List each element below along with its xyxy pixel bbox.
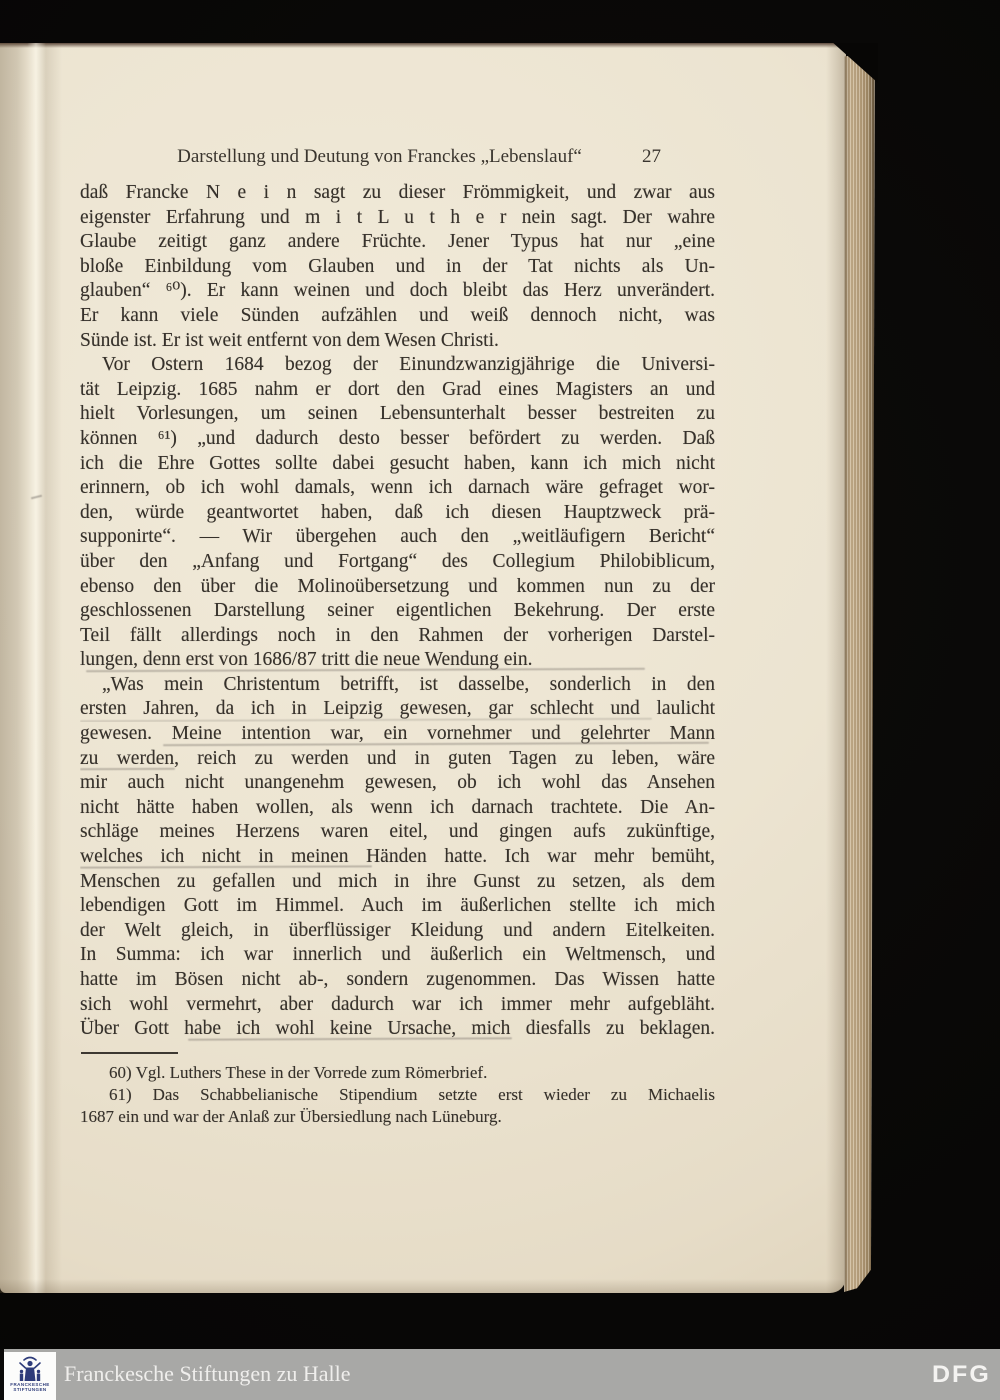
dfg-logo: DFG (932, 1360, 991, 1388)
text-line: mir auch nicht unangenehm gewesen, ob ich wohl das Ansehen (80, 772, 715, 794)
footnote-rule (81, 1052, 178, 1054)
text-line: glauben“ ⁶⁰). Er kann weinen und doch bleibt das Herz unverändert. (80, 280, 715, 302)
text-line: „Was mein Christentum betrifft, ist dasselbe, sonderlich in den (102, 673, 715, 695)
text-line: schläge meines Herzens waren eitel, und gingen aufs zukünftige, (80, 821, 715, 843)
pencil-underline (80, 768, 175, 771)
text-line: ebenso den über die Molinoübersetzung und kommen nun zu der (80, 575, 715, 597)
paragraph (80, 353, 715, 673)
text-line: Sünde ist. Er ist weit entfernt von dem Wesen Christi. (80, 329, 499, 351)
text-line: hielt Vorlesungen, um seinen Lebensunterhalt besser bestreiten zu (80, 403, 715, 425)
text-line: Menschen zu gefallen und mich in ihre Gunst zu setzen, als dem (80, 870, 715, 892)
text-line: sich wohl vermehrt, aber dadurch war ich immer mehr aufgebläht. (80, 993, 715, 1015)
paragraph (80, 673, 715, 1042)
text-line: eigenster Erfahrung und m i t L u t h e r nein sagt. Der wahre (80, 206, 715, 228)
page-right-shading (826, 43, 846, 1293)
running-header-title: Darstellung und Deutung von Franckes „Lebenslauf“ (177, 146, 582, 167)
pencil-underline (188, 1038, 512, 1042)
text-line: geschlossenen Darstellung seiner eigentlichen Bekehrung. Der erste (80, 600, 715, 622)
text-line: Vor Ostern 1684 bezog der Einundzwanzigjährige die Universi- (102, 354, 715, 376)
text-line: lungen, denn erst von 1686/87 tritt die neue Wendung ein. (80, 648, 715, 673)
logo-text-line1: FRANCKESCHE (10, 1382, 50, 1387)
page-gutter-shading (0, 43, 62, 1293)
text-line: den, würde geantwortet haben, daß ich diesen Hauptzweck prä- (80, 501, 715, 523)
footnote-line: 60) Vgl. Luthers These in der Vorrede zum Römerbrief. (109, 1063, 488, 1082)
text-line: tät Leipzig. 1685 nahm er dort den Grad eines Magisters an und (80, 378, 715, 400)
text-line: ersten Jahren, da ich in Leipzig gewesen, gar schlecht und laulicht (80, 697, 715, 722)
franckesche-stiftungen-logo-icon (12, 1355, 48, 1382)
page-bottom-shading (0, 1279, 846, 1293)
footnotes-block (80, 1062, 715, 1128)
text-line: erinnern, ob ich wohl damals, wenn ich darnach wäre gefraget wor- (80, 477, 715, 499)
text-line: welches ich nicht in meinen Händen hatte. Ich war mehr bemüht, (80, 845, 715, 870)
book-page-edges (844, 54, 875, 1292)
text-line: gewesen. Meine intention war, ein vornehmer und gelehrter Mann (80, 722, 715, 747)
franckesche-stiftungen-logo (4, 1352, 56, 1400)
institution-name: Franckesche Stiftungen zu Halle (64, 1361, 351, 1386)
page-number: 27 (642, 146, 661, 167)
text-line: In Summa: ich war innerlich und äußerlich ein Weltmensch, und (80, 944, 715, 966)
text-line: zu werden, reich zu werden und in guten Tagen zu leben, wäre (80, 747, 715, 769)
text-line: der Welt gleich, in überflüssiger Kleidung und andern Eitelkeiten. (80, 919, 715, 941)
text-line: hatte im Bösen nicht ab-, sondern zugenommen. Das Wissen hatte (80, 969, 715, 990)
text-line: nicht hätte haben wollen, als wenn ich darnach trachtete. Die An- (80, 796, 715, 818)
footnote-line: 1687 ein und war der Anlaß zur Übersiedlung nach Lüneburg. (80, 1107, 502, 1126)
text-line: ich die Ehre Gottes sollte dabei gesucht haben, kann ich mich nicht (80, 452, 715, 474)
text-line: lebendigen Gott im Himmel. Auch im äußerlichen stellte ich mich (80, 895, 715, 917)
running-header (80, 146, 715, 170)
body-text-block (80, 181, 715, 1042)
logo-text-line2: STIFTUNGEN (13, 1387, 47, 1392)
text-line: Glaube zeitigt ganz andere Früchte. Jener Typus hat nur „eine (80, 231, 715, 253)
text-line: Er kann viele Sünden aufzählen und weiß dennoch nicht, was (80, 304, 715, 326)
paragraph (80, 181, 715, 353)
text-line: über den „Anfang und Fortgang“ des Collegium Philobiblicum, (80, 550, 715, 572)
text-line: bloße Einbildung vom Glauben und in der Tat nichts als Un- (80, 255, 715, 277)
text-line: können ⁶¹) „und dadurch desto besser befördert zu werden. Daß (80, 427, 715, 449)
text-line: Über Gott habe ich wohl keine Ursache, mich diesfalls zu beklagen. (80, 1017, 715, 1042)
text-line: daß Francke N e i n sagt zu dieser Frömmigkeit, und zwar aus (80, 182, 715, 203)
footnote-line: 61) Das Schabbelianische Stipendium setzte erst wieder zu Michaelis (109, 1085, 715, 1104)
footnote (80, 1084, 715, 1128)
text-line: Teil fällt allerdings noch in den Rahmen der vorherigen Darstel- (80, 624, 715, 646)
footnote (80, 1062, 715, 1084)
text-line: supponirte“. — Wir übergehen auch den „weitläufigern Bericht“ (80, 526, 715, 548)
